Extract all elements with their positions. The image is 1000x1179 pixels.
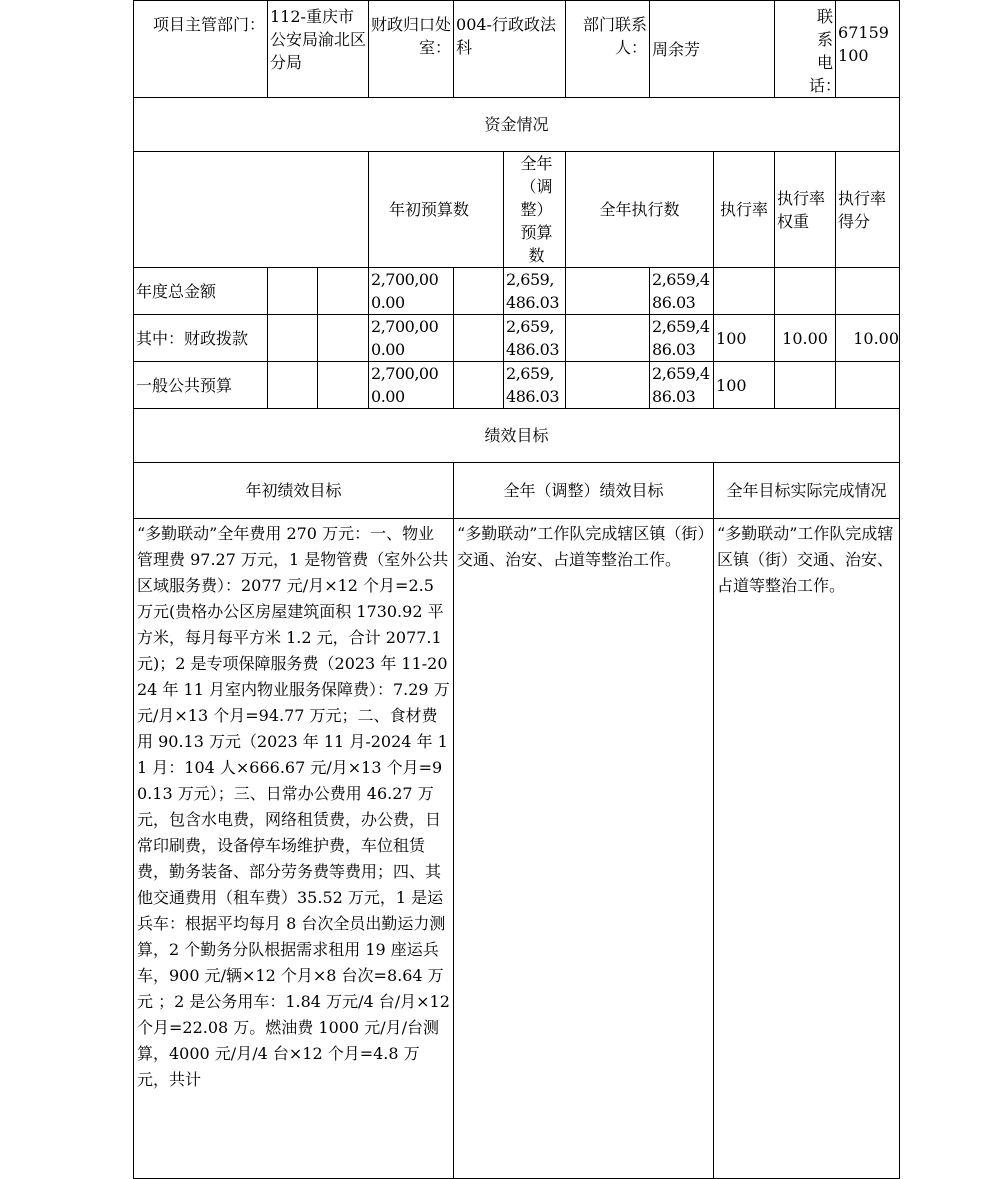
funds-row-weight: 10.00 bbox=[775, 315, 836, 362]
goals-header-row bbox=[134, 463, 900, 519]
header-row bbox=[134, 1, 900, 98]
funds-row-blank bbox=[318, 362, 369, 409]
funds-row-label: 一般公共预算 bbox=[134, 362, 268, 409]
col-executed: 全年执行数 bbox=[566, 152, 714, 268]
funds-row-rate bbox=[714, 268, 775, 315]
funds-row-executed: 2,659,486.03 bbox=[650, 362, 714, 409]
adjusted-goal-text: “多勤联动”工作队完成辖区镇（街）交通、治安、占道等整治工作。 bbox=[454, 519, 714, 1179]
funds-row-blank bbox=[268, 362, 318, 409]
funds-row bbox=[134, 362, 900, 409]
funds-row-adjusted: 2,659,486.03 bbox=[504, 268, 566, 315]
funds-row-blank bbox=[268, 268, 318, 315]
funds-row-blank bbox=[566, 315, 650, 362]
funds-row bbox=[134, 315, 900, 362]
funds-row-blank bbox=[318, 268, 369, 315]
funds-row-blank bbox=[268, 315, 318, 362]
funds-header-row bbox=[134, 152, 900, 268]
col-adjusted-budget: 全年（调整）预算数 bbox=[504, 152, 566, 268]
funds-row-executed: 2,659,486.03 bbox=[650, 268, 714, 315]
phone-value: 67159100 bbox=[836, 1, 900, 98]
col-score: 执行率得分 bbox=[836, 152, 900, 268]
col-adjusted-goal: 全年（调整）绩效目标 bbox=[454, 463, 714, 519]
col-initial-goal: 年初绩效目标 bbox=[134, 463, 454, 519]
funds-row-score bbox=[836, 268, 900, 315]
funds-row-label: 年度总金额 bbox=[134, 268, 268, 315]
funds-row-weight bbox=[775, 268, 836, 315]
funds-row-adjusted: 2,659,486.03 bbox=[504, 315, 566, 362]
funds-row-blank bbox=[454, 315, 504, 362]
funds-row-rate: 100 bbox=[714, 362, 775, 409]
col-actual-completion: 全年目标实际完成情况 bbox=[714, 463, 900, 519]
contact-value: 周余芳 bbox=[650, 1, 775, 98]
col-weight: 执行率权重 bbox=[775, 152, 836, 268]
goals-section-title: 绩效目标 bbox=[134, 409, 900, 463]
funds-row-initial: 2,700,000.00 bbox=[369, 268, 454, 315]
funds-row-initial: 2,700,000.00 bbox=[369, 315, 454, 362]
goals-content-row bbox=[134, 519, 900, 1179]
actual-completion-text: “多勤联动”工作队完成辖区镇（街）交通、治安、占道等整治工作。 bbox=[714, 519, 900, 1179]
funds-row-blank bbox=[318, 315, 369, 362]
funds-header-blank bbox=[134, 152, 369, 268]
funds-row-label: 其中：财政拨款 bbox=[134, 315, 268, 362]
phone-label: 联系电话： bbox=[775, 1, 836, 98]
funds-row-adjusted: 2,659,486.03 bbox=[504, 362, 566, 409]
dept-value: 112-重庆市公安局渝北区分局 bbox=[268, 1, 369, 98]
col-rate: 执行率 bbox=[714, 152, 775, 268]
performance-form-table bbox=[133, 0, 900, 1179]
funds-section-title: 资金情况 bbox=[134, 98, 900, 152]
funds-row-initial: 2,700,000.00 bbox=[369, 362, 454, 409]
dept-label: 项目主管部门： bbox=[134, 1, 268, 98]
funds-row-executed: 2,659,486.03 bbox=[650, 315, 714, 362]
funds-row-rate: 100 bbox=[714, 315, 775, 362]
col-initial-budget: 年初预算数 bbox=[369, 152, 504, 268]
funds-row-blank bbox=[566, 268, 650, 315]
funds-row bbox=[134, 268, 900, 315]
funds-row-blank bbox=[454, 362, 504, 409]
initial-goal-text: “多勤联动”全年费用 270 万元：一、物业管理费 97.27 万元，1 是物管费（室外公共区域服务费）：2077 元/月×12 个月=2.5 万元(贵格办公区房屋建筑面积 1730.92 平方米，每月每平方米 1.2 元，合计 2077.1 元)；2 是专项保障服务费（2023 年 11-2024 年 11 月室内物业服务保障费）：7.29 万元/月×13 个月=94.77 万元；二、食材费用 90.13 万元（2023 年 11 月-2024 年 11 月：104 人×666.67 元/月×13 个月=90.13 万元）；三、日常办公费用 46.27 万元，包含水电费，网络租赁费，办公费，日常印刷费，设备停车场维护费，车位租赁费，勤务装备、部分劳务费等费用；四、其他交通费用（租车费）35.52 万元，1 是运兵车：根据平均每月 8 台次全员出勤运力测算，2 个勤务分队根据需求租用 19 座运兵车，900 元/辆×12 个月×8 台次=8.64 万元 ；2 是公务用车：1.84 万元/4 台/月×12 个月=22.08 万。燃油费 1000 元/月/台测算，4000 元/月/4 台×12 个月=4.8 万元，共计 bbox=[134, 519, 454, 1179]
contact-label: 部门联系人： bbox=[566, 1, 650, 98]
funds-row-score bbox=[836, 362, 900, 409]
finance-label: 财政归口处室： bbox=[369, 1, 454, 98]
finance-value: 004-行政政法科 bbox=[454, 1, 566, 98]
funds-row-blank bbox=[566, 362, 650, 409]
funds-row-score: 10.00 bbox=[836, 315, 900, 362]
funds-row-weight bbox=[775, 362, 836, 409]
funds-row-blank bbox=[454, 268, 504, 315]
